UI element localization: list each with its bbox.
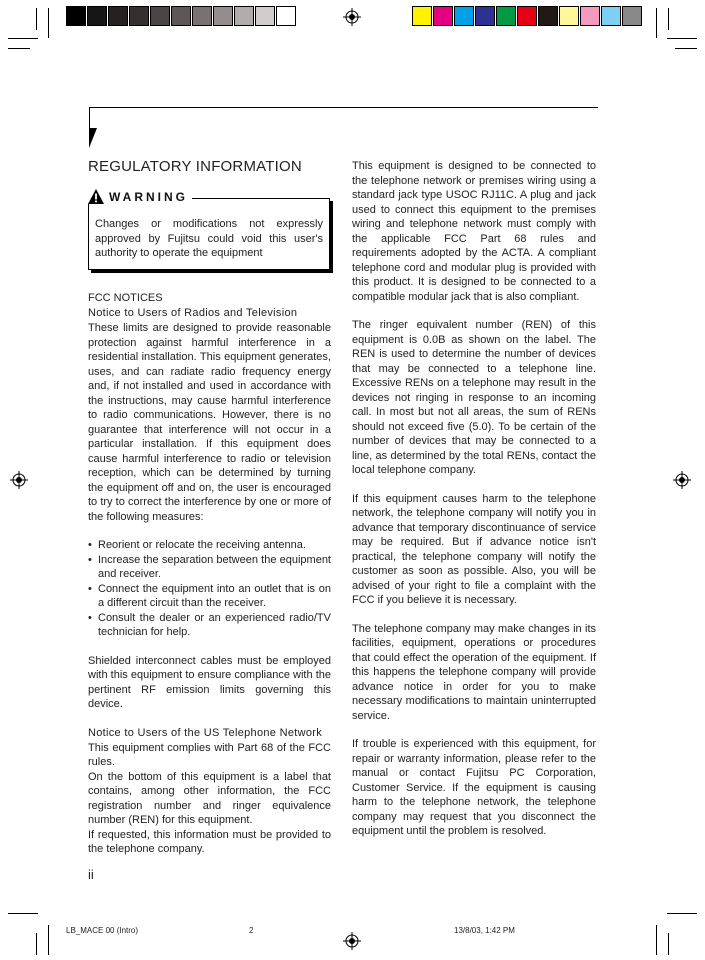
shielded-cables-text: Shielded interconnect cables must be employed with this equipment to ensure compliance with the pertinent RF emission limits governing this device. (88, 654, 331, 710)
color-swatch (255, 6, 275, 26)
color-swatch (496, 6, 516, 26)
changes-paragraph: The telephone company may make changes in its facilities, equipment, operations or procedures that could effect the operation of the equipment. If this happens the telephone company will provide advance notice in order for you to make necessary modifications to maintain uninterrupted service. (352, 622, 596, 722)
list-item: • Consult the dealer or an experienced radio/TV technician for help. (88, 611, 331, 640)
registration-mark-icon (343, 8, 361, 26)
color-swatch (171, 6, 191, 26)
measures-list (88, 538, 331, 640)
crop-mark (667, 913, 697, 914)
color-swatch (580, 6, 600, 26)
color-swatch (559, 6, 579, 26)
registration-mark-icon (10, 471, 28, 489)
trouble-paragraph: If trouble is experienced with this equipment, for repair or warranty information, please refer to the manual or contact Fujitsu PC Corporation, Customer Service. If the equipment is causing harm to the telephone network, the telephone company may request that you disconnect the equipment until the problem is resolved. (352, 738, 596, 837)
crop-mark (36, 8, 37, 30)
footer-file: LB_MACE 00 (Intro) (66, 926, 139, 935)
page-title: REGULATORY INFORMATION (88, 158, 302, 175)
crop-mark (8, 38, 38, 39)
radio-tv-heading: Notice to Users of Radios and Television (88, 307, 298, 319)
crop-mark (667, 38, 697, 39)
warning-text: Changes or modifications not expressly approved by Fujitsu could void this user's authority to operate the equipment (95, 218, 323, 259)
process-color-bar (412, 6, 643, 26)
header-tab-marker (89, 128, 97, 148)
crop-mark (36, 933, 37, 955)
color-swatch (234, 6, 254, 26)
color-swatch (454, 6, 474, 26)
header-rule (89, 107, 598, 108)
color-swatch (108, 6, 128, 26)
crop-mark (668, 933, 669, 955)
crop-mark (48, 925, 49, 955)
crop-mark (668, 8, 669, 30)
crop-mark (656, 925, 657, 955)
color-swatch (517, 6, 537, 26)
crop-mark (8, 48, 30, 49)
crop-mark (675, 48, 697, 49)
us-telephone-p3: If requested, this information must be provided to the telephone company. (88, 828, 331, 855)
ren-paragraph: The ringer equivalent number (REN) of this equipment is 0.0B as shown on the label. The REN is used to determine the number of devices that may be connected to a telephone line. Excessive RENs on a telephone may result in the devices not ringing in response to an incoming call. In most but not all areas, the sum of RENs should not exceed five (5.0). To be certain of the number of devices that may be connected to a line, as determined by the total RENs, contact the local telephone company. (352, 319, 596, 476)
fcc-notices-heading: FCC NOTICES (88, 292, 163, 304)
color-swatch (601, 6, 621, 26)
warning-heading (88, 189, 192, 204)
list-item: • Increase the separation between the equipment and receiver. (88, 553, 331, 582)
harm-paragraph: If this equipment causes harm to the telephone network, the telephone company will notify you in advance that temporary discontinuance of service may be required. But if advance notice isn't practical, the telephone company will notify the customer as soon as possible. Also, you will be advised of your right to file a complaint with the FCC if you believe it is necessary. (352, 492, 596, 606)
rj11c-paragraph: This equipment is designed to be connected to the telephone network or premises wiring using a standard jack type USOC RJ11C. A plug and jack used to connect this equipment to the premises wiring and telephone network must comply with the applicable FCC Part 68 rules and requirements adopted by the ACTA. A compliant telephone cord and modular plug is provided with this product. It is designed to be connected to a compatible modular jack that is also compliant. (352, 160, 596, 303)
us-telephone-p1: This equipment complies with Part 68 of the FCC rules. (88, 741, 331, 768)
color-swatch (475, 6, 495, 26)
color-swatch (192, 6, 212, 26)
list-item: • Reorient or relocate the receiving antenna. (88, 538, 331, 553)
color-swatch (150, 6, 170, 26)
color-swatch (87, 6, 107, 26)
footer-page: 2 (249, 926, 254, 935)
color-swatch (412, 6, 432, 26)
us-telephone-heading: Notice to Users of the US Telephone Network (88, 726, 323, 739)
color-swatch (622, 6, 642, 26)
radio-tv-body: These limits are designed to provide reasonable protection against harmful interference in a residential installation. This equipment generates, uses, and can radiate radio frequency energy and, if not installed and used in accordance with the instructions, may cause harmful interference to radio communications. However, there is no guarantee that interference will not occur in a particular installation. If this equipment does cause harmful interference to radio or television reception, which can be determined by turning the equipment off and on, the user is encouraged to try to correct the interference by one or more of the following measures: (88, 322, 331, 523)
color-swatch (276, 6, 296, 26)
color-swatch (66, 6, 86, 26)
crop-mark (656, 8, 657, 38)
registration-mark-icon (343, 932, 361, 950)
right-column (352, 159, 596, 853)
header-rule-vertical (89, 107, 90, 129)
footer-date: 13/8/03, 1:42 PM (454, 926, 515, 935)
gray-color-bar (66, 6, 297, 26)
color-swatch (213, 6, 233, 26)
warning-label: WARNING (109, 189, 188, 204)
color-swatch (538, 6, 558, 26)
page-number: ii (88, 867, 94, 882)
us-telephone-p2: On the bottom of this equipment is a label that contains, among other information, the FCC registration number and ringer equivalence number (REN) for this equipment. (88, 770, 331, 826)
color-swatch (129, 6, 149, 26)
list-item: • Connect the equipment into an outlet that is on a different circuit than the receiver. (88, 582, 331, 611)
warning-triangle-icon (88, 189, 104, 204)
left-column (88, 291, 331, 857)
color-swatch (433, 6, 453, 26)
crop-mark (8, 913, 38, 914)
registration-mark-icon (673, 471, 691, 489)
crop-mark (48, 8, 49, 38)
